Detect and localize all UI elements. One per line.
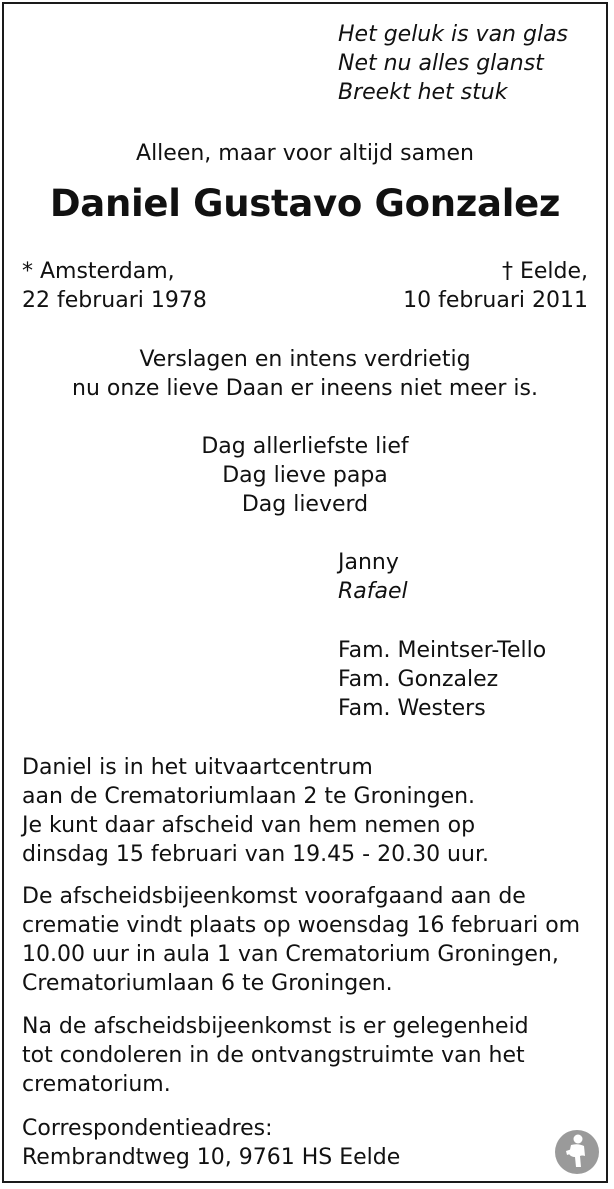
address-line: Rembrandtweg 10, 9761 HS Eelde [22, 1145, 401, 1170]
poem-line: Breekt het stuk [338, 80, 508, 105]
signature-relative: Fam. Meintser-Tello [338, 638, 547, 663]
grief-line: Verslagen en intens verdrietig [139, 347, 471, 372]
signature-relative: Fam. Westers [338, 696, 486, 721]
signature-child: Rafael [338, 579, 408, 604]
info-line: crematorium. [22, 1072, 171, 1097]
info-line: crematie vindt plaats op woensdag 16 februari om [22, 913, 581, 938]
info-line: aan de Crematoriumlaan 2 te Groningen. [22, 784, 476, 809]
info-line: Na de afscheidsbijeenkomst is er gelegenheid [22, 1014, 529, 1039]
birth-date: 22 februari 1978 [22, 288, 207, 313]
death-date: 10 februari 2011 [403, 288, 588, 313]
info-line: Crematoriumlaan 6 te Groningen. [22, 971, 393, 996]
info-line: 10.00 uur in aula 1 van Crematorium Groningen, [22, 942, 559, 967]
info-line: Je kunt daar afscheid van hem nemen op [22, 813, 476, 838]
birth-place: * Amsterdam, [22, 259, 175, 284]
info-line: dinsdag 15 februari van 19.45 - 20.30 uur. [22, 842, 489, 867]
grief-line: nu onze lieve Daan er ineens niet meer is. [72, 376, 538, 401]
info-line: Correspondentieadres: [22, 1116, 273, 1141]
farewell-line: Dag allerliefste lief [201, 434, 409, 459]
obituary-card [2, 2, 608, 1183]
poem-line: Het geluk is van glas [338, 22, 569, 47]
deceased-name: Daniel Gustavo Gonzalez [49, 182, 561, 225]
farewell-line: Dag lieve papa [222, 463, 388, 488]
death-place: † Eelde, [501, 259, 588, 284]
farewell-line: Dag lieverd [241, 492, 369, 517]
info-line: tot condoleren in de ontvangstruimte van het [22, 1043, 525, 1068]
info-line: Daniel is in het uitvaartcentrum [22, 755, 373, 780]
intro-line: Alleen, maar voor altijd samen [136, 141, 474, 166]
figure-logo-icon [554, 1129, 600, 1175]
signature-relative: Fam. Gonzalez [338, 667, 499, 692]
poem-line: Net nu alles glanst [338, 51, 544, 76]
info-line: De afscheidsbijeenkomst voorafgaand aan de [22, 884, 526, 909]
signature-partner: Janny [338, 550, 399, 575]
